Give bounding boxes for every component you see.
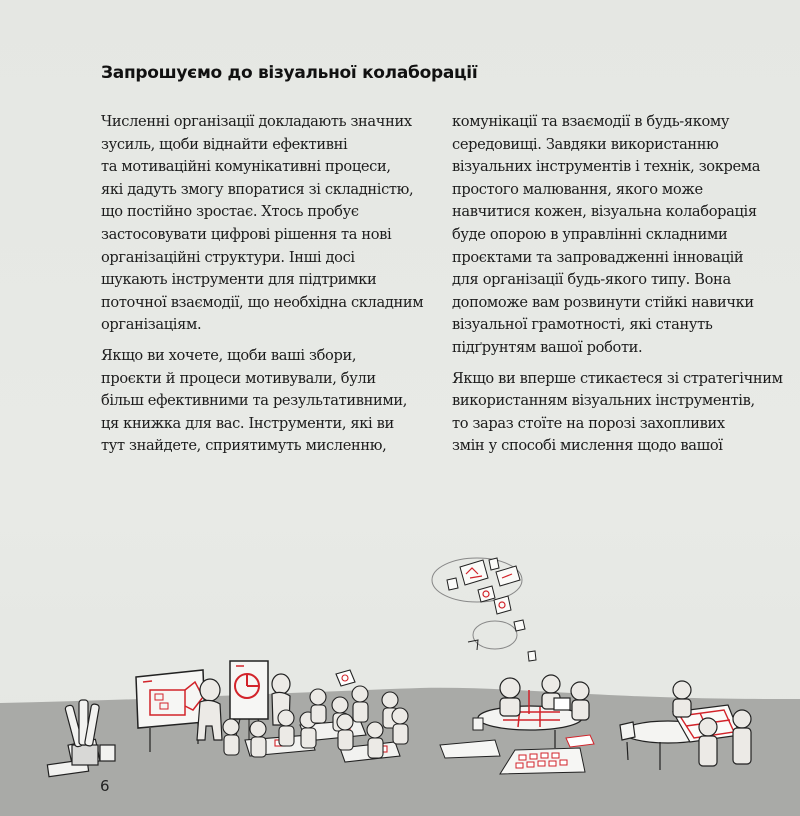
- text-line: організаціям.: [101, 316, 202, 334]
- text-line: змін у способі мислення щодо вашої: [452, 437, 723, 455]
- text-line: які дадуть змогу впоратися зі складністю,: [101, 180, 414, 198]
- text-line: Якщо ви хочете, щоби ваші збори,: [101, 346, 357, 364]
- page-number: 6: [100, 777, 110, 795]
- text-line: шукають інструменти для підтримки: [101, 271, 377, 289]
- paragraph-2: [101, 345, 431, 458]
- text-line: застосовувати цифрові рішення та нові: [101, 225, 392, 243]
- text-line: візуальних інструментів і технік, зокрема: [452, 158, 761, 176]
- text-line: то зараз стоїте на порозі захопливих: [452, 414, 725, 432]
- text-line: поточної взаємодії, що необхідна складним: [101, 293, 424, 311]
- paragraph-3: [452, 111, 782, 360]
- text-line: для організації будь-якого типу. Вона: [452, 271, 731, 289]
- text-line: та мотиваційні комунікативні процеси,: [101, 158, 391, 176]
- text-line: використанням візуальних інструментів,: [452, 392, 755, 410]
- text-line: допоможе вам розвинути стійкі навички: [452, 293, 754, 311]
- page-title: Запрошуємо до візуальної колаборації: [101, 63, 478, 83]
- text-line: ця книжка для вас. Інструменти, які ви: [101, 414, 394, 432]
- text-line: візуальної грамотності, які стануть: [452, 316, 713, 334]
- text-line: Численні організації докладають значних: [101, 113, 412, 130]
- text-line: тут знайдете, сприятимуть мисленню,: [101, 437, 387, 455]
- left-column: [101, 111, 431, 466]
- paper-tornado: [432, 558, 536, 661]
- text-line: буде опорою в управлінні складними: [452, 225, 728, 243]
- text-line: більш ефективними та результативними,: [101, 392, 408, 410]
- text-line: проєкти й процеси мотивували, були: [101, 369, 376, 387]
- text-line: організаційні структури. Інші досі: [101, 248, 355, 266]
- right-column: [452, 111, 782, 466]
- paragraph-1: [101, 111, 431, 337]
- text-line: комунікації та взаємодії в будь-якому: [452, 113, 730, 130]
- text-line: проєктами та запровадженні інновацій: [452, 248, 744, 266]
- text-line: простого малювання, якого може: [452, 180, 703, 198]
- text-line: що постійно зростає. Хтось пробує: [101, 203, 359, 221]
- text-line: навчитися кожен, візуальна колаборація: [452, 203, 757, 221]
- text-line: підґрунтям вашої роботи.: [452, 338, 643, 356]
- text-line: зусиль, щоби віднайти ефективні: [101, 135, 348, 153]
- text-line: Якщо ви вперше стикаєтеся зі стратегічним: [452, 369, 783, 387]
- paragraph-4: [452, 368, 782, 458]
- text-line: середовищі. Завдяки використанню: [452, 135, 719, 153]
